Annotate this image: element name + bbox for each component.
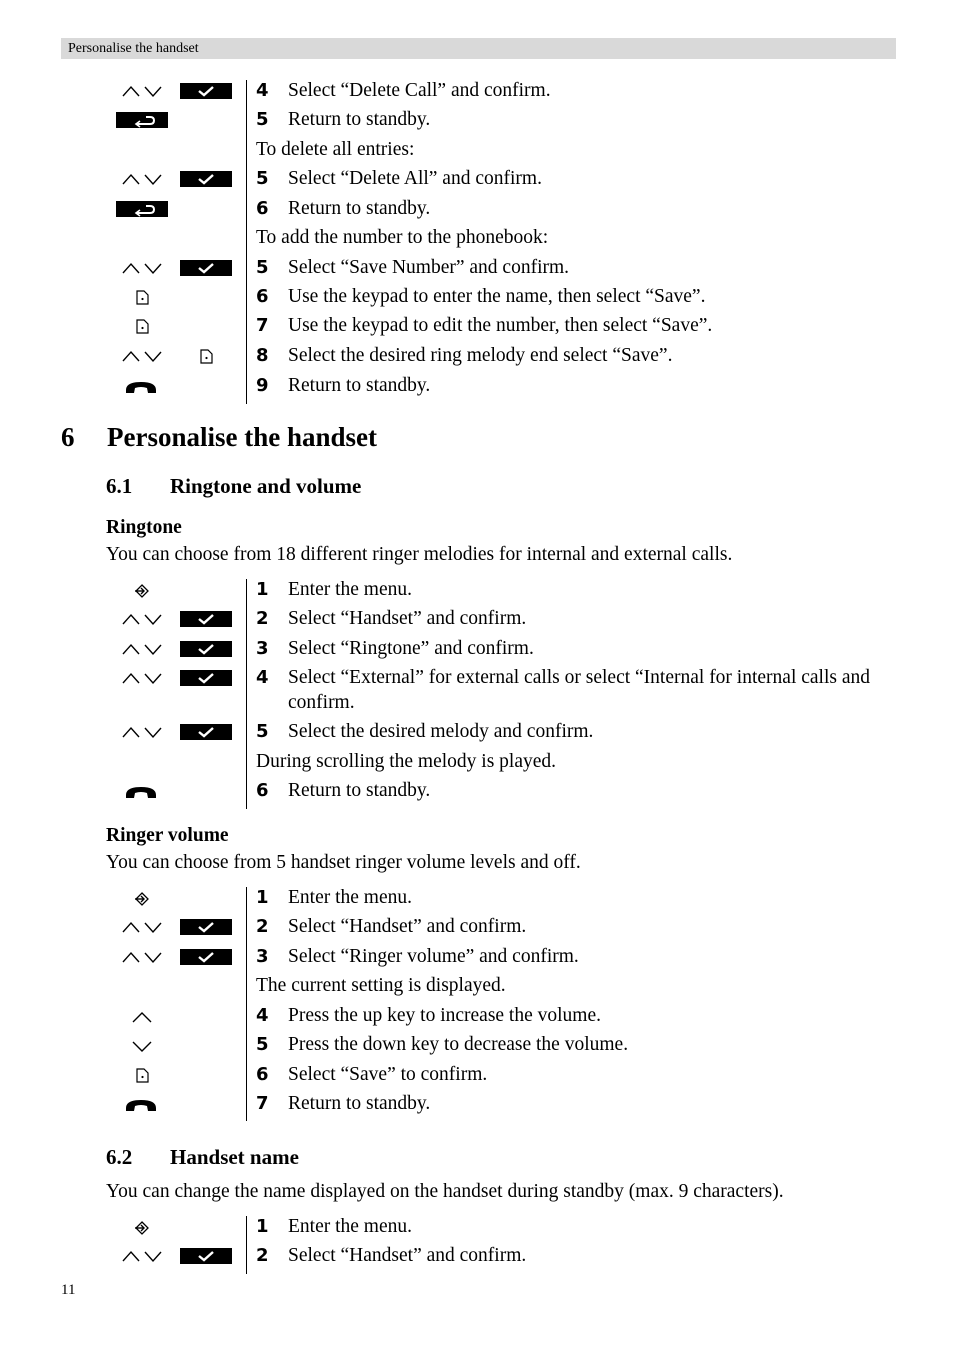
step-number: 7 [256, 1093, 269, 1114]
section-heading [106, 1143, 299, 1171]
step-text: Return to standby. [288, 780, 431, 801]
confirm-key-icon [180, 949, 232, 965]
step-row [0, 76, 954, 105]
step-number: 2 [256, 916, 269, 937]
step-text: Return to standby. [288, 375, 431, 396]
step-row [0, 311, 954, 340]
end-call-icon [124, 380, 158, 394]
menu-key-icon [134, 891, 152, 907]
end-call-icon [124, 1098, 158, 1112]
step-text: Return to standby. [288, 109, 431, 130]
up-key-icon [132, 1010, 152, 1024]
step-text: Select “Handset” and confirm. [288, 1245, 527, 1266]
section-number: 6.2 [106, 1145, 133, 1169]
confirm-key-icon [180, 171, 232, 187]
step-row [0, 371, 954, 400]
step-text: Select “Delete Call” and confirm. [288, 80, 551, 101]
up-down-icon [122, 84, 164, 98]
section-title: Ringtone and volume [170, 474, 362, 498]
step-row [0, 717, 954, 746]
note-row [0, 135, 954, 164]
step-number: 8 [256, 345, 269, 366]
back-key-icon [116, 201, 168, 217]
confirm-key-icon [180, 1248, 232, 1264]
step-row [0, 776, 954, 805]
note-row [0, 747, 954, 776]
step-text: Select the desired ring melody end select “Save”. [288, 345, 673, 366]
step-text: Select “Delete All” and confirm. [288, 168, 542, 189]
step-number: 4 [256, 1005, 269, 1026]
step-number: 1 [256, 1216, 269, 1237]
step-note: The current setting is displayed. [256, 975, 506, 996]
note-row [0, 971, 954, 1000]
step-row [0, 341, 954, 370]
step-row [0, 1001, 954, 1030]
step-row [0, 1212, 954, 1241]
confirm-key-icon [180, 260, 232, 276]
step-number: 5 [256, 168, 269, 189]
step-row [0, 1089, 954, 1118]
step-text: Enter the menu. [288, 579, 412, 600]
step-row [0, 663, 954, 717]
step-text: Press the up key to increase the volume. [288, 1005, 601, 1026]
up-down-icon [122, 671, 164, 685]
running-header: Personalise the handset [61, 38, 896, 59]
step-number: 5 [256, 257, 269, 278]
soft-key-icon [136, 1068, 149, 1083]
back-key-icon [116, 112, 168, 128]
step-note: To add the number to the phonebook: [256, 227, 549, 248]
step-row [0, 1241, 954, 1270]
section-heading [106, 472, 361, 500]
up-down-icon [122, 920, 164, 934]
step-row [0, 883, 954, 912]
chapter-title: Personalise the handset [107, 422, 377, 452]
chapter-heading [61, 420, 377, 454]
end-call-icon [124, 785, 158, 799]
section-number: 6.1 [106, 474, 133, 498]
chapter-number: 6 [61, 422, 75, 452]
step-text: Return to standby. [288, 1093, 431, 1114]
step-text: Return to standby. [288, 198, 431, 219]
step-text: Enter the menu. [288, 1216, 412, 1237]
up-down-icon [122, 349, 164, 363]
step-row [0, 253, 954, 282]
step-number: 4 [256, 80, 269, 101]
step-row [0, 634, 954, 663]
step-number: 5 [256, 721, 269, 742]
step-row [0, 164, 954, 193]
step-number: 5 [256, 109, 269, 130]
down-key-icon [132, 1039, 152, 1053]
step-note: During scrolling the melody is played. [256, 751, 557, 772]
step-number: 5 [256, 1034, 269, 1055]
step-number: 3 [256, 946, 269, 967]
step-number: 2 [256, 608, 269, 629]
up-down-icon [122, 725, 164, 739]
step-number: 6 [256, 780, 269, 801]
up-down-icon [122, 642, 164, 656]
step-number: 7 [256, 315, 269, 336]
step-number: 4 [256, 667, 269, 688]
menu-key-icon [134, 1220, 152, 1236]
step-row [0, 105, 954, 134]
soft-key-icon [200, 349, 213, 364]
up-down-icon [122, 612, 164, 626]
ringtone-intro: You can choose from 18 different ringer melodies for internal and external calls. [106, 544, 733, 565]
step-text: Select “Ringtone” and confirm. [288, 638, 534, 659]
step-note: To delete all entries: [256, 139, 415, 160]
soft-key-icon [136, 290, 149, 305]
step-text: Select “Handset” and confirm. [288, 608, 527, 629]
step-text: Enter the menu. [288, 887, 412, 908]
confirm-key-icon [180, 670, 232, 686]
step-row [0, 604, 954, 633]
step-row [0, 1060, 954, 1089]
step-text: Select “Save” to confirm. [288, 1064, 488, 1085]
confirm-key-icon [180, 641, 232, 657]
step-text: Use the keypad to enter the name, then select “Save”. [288, 286, 706, 307]
confirm-key-icon [180, 611, 232, 627]
step-text: Select “Handset” and confirm. [288, 916, 527, 937]
confirm-key-icon [180, 83, 232, 99]
ringer-volume-intro: You can choose from 5 handset ringer volume levels and off. [106, 852, 581, 873]
step-row [0, 942, 954, 971]
step-text: Select the desired melody and confirm. [288, 721, 594, 742]
up-down-icon [122, 950, 164, 964]
subheading-ringtone: Ringtone [106, 517, 182, 538]
confirm-key-icon [180, 724, 232, 740]
step-text: Select “Ringer volume” and confirm. [288, 946, 579, 967]
step-text: Select “Save Number” and confirm. [288, 257, 570, 278]
step-text: Select “External” for external calls or select “Internal for internal calls and confirm. [288, 667, 871, 713]
step-row [0, 194, 954, 223]
up-down-icon [122, 261, 164, 275]
step-row [0, 282, 954, 311]
step-number: 9 [256, 375, 269, 396]
step-number: 6 [256, 1064, 269, 1085]
section-title: Handset name [170, 1145, 299, 1169]
confirm-key-icon [180, 919, 232, 935]
menu-key-icon [134, 583, 152, 599]
note-row [0, 223, 954, 252]
soft-key-icon [136, 319, 149, 334]
page-number: 11 [61, 1282, 76, 1298]
step-number: 2 [256, 1245, 269, 1266]
step-number: 6 [256, 286, 269, 307]
step-number: 6 [256, 198, 269, 219]
step-row [0, 1030, 954, 1059]
step-text: Use the keypad to edit the number, then select “Save”. [288, 315, 713, 336]
step-number: 1 [256, 579, 269, 600]
step-text: Press the down key to decrease the volume. [288, 1034, 629, 1055]
up-down-icon [122, 172, 164, 186]
step-number: 3 [256, 638, 269, 659]
subheading-ringer-volume: Ringer volume [106, 825, 229, 846]
handset-name-intro: You can change the name displayed on the handset during standby (max. 9 characters). [106, 1181, 784, 1202]
step-number: 1 [256, 887, 269, 908]
up-down-icon [122, 1249, 164, 1263]
step-row [0, 912, 954, 941]
step-row [0, 575, 954, 604]
